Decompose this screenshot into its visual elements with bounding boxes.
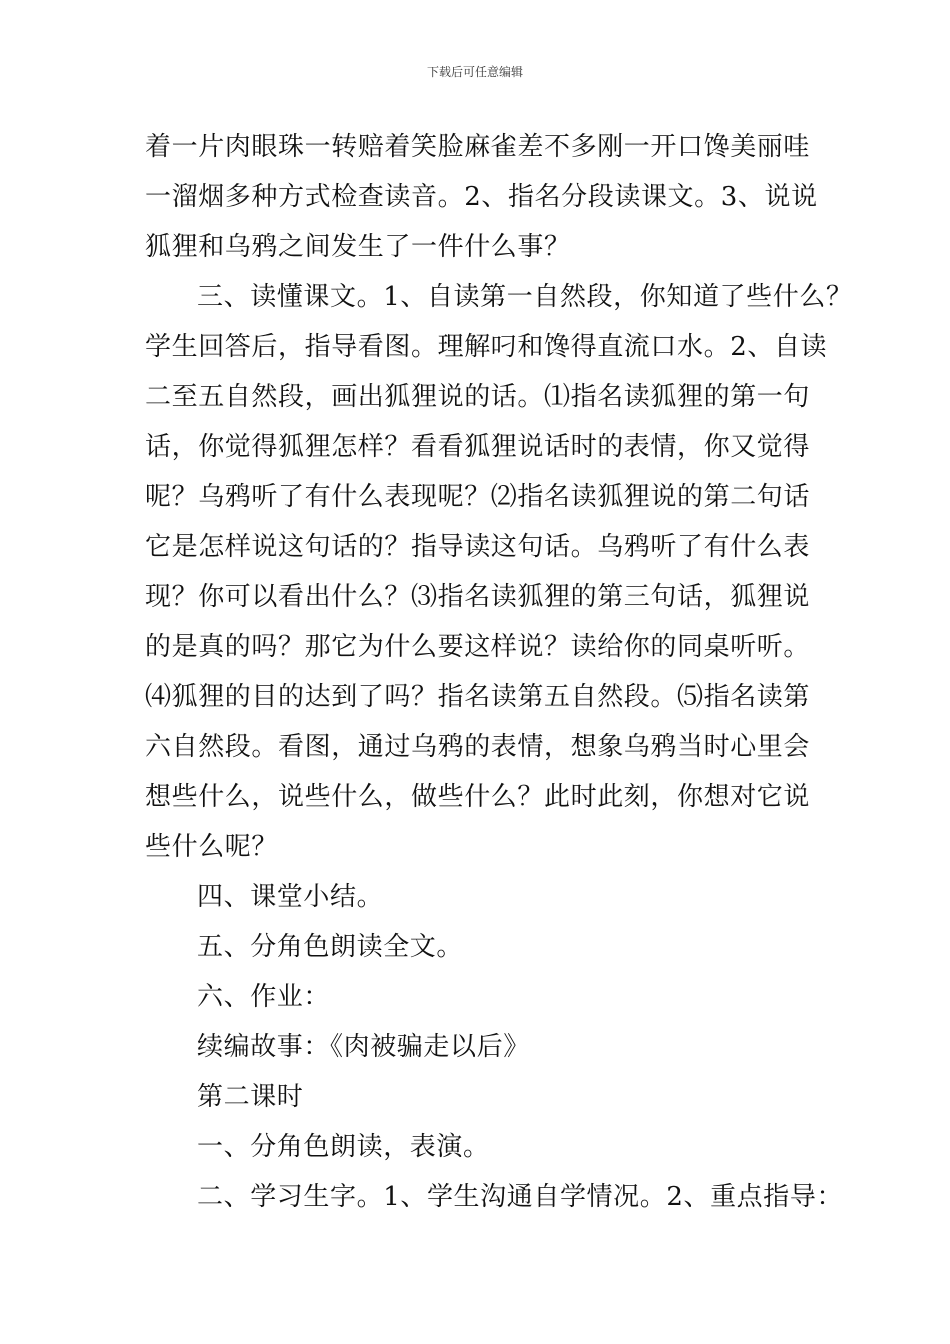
text-line-22: 二、学习生字。1、学生沟通自学情况。2、重点指导： xyxy=(197,1182,844,1212)
text-line-15: 些什么呢？ xyxy=(145,832,279,862)
text-line-3: 狐狸和乌鸦之间发生了一件什么事？ xyxy=(145,232,571,262)
document-body xyxy=(145,122,853,1222)
text-line-13: 六自然段。看图，通过乌鸦的表情，想象乌鸦当时心里会 xyxy=(145,732,811,762)
text-line-14: 想些什么，说些什么，做些什么？此时此刻，你想对它说 xyxy=(145,782,811,812)
text-line-4: 三、读懂课文。1、自读第一自然段，你知道了些什么？ xyxy=(197,282,853,312)
text-line-2: 一溜烟多种方式检查读音。2、指名分段读课文。3、说说 xyxy=(145,182,818,212)
text-line-19: 续编故事：《肉被骗走以后》 xyxy=(197,1032,530,1062)
text-line-12: ⑷狐狸的目的达到了吗？指名读第五自然段。⑸指名读第 xyxy=(145,682,811,712)
text-line-11: 的是真的吗？那它为什么要这样说？读给你的同桌听听。 xyxy=(145,632,811,662)
text-line-16: 四、课堂小结。 xyxy=(197,882,384,912)
text-line-10: 现？你可以看出什么？⑶指名读狐狸的第三句话，狐狸说 xyxy=(145,582,811,612)
text-line-5: 学生回答后，指导看图。理解叼和馋得直流口水。2、自读 xyxy=(145,332,828,362)
text-line-7: 话，你觉得狐狸怎样？看看狐狸说话时的表情，你又觉得 xyxy=(145,432,811,462)
text-line-17: 五、分角色朗读全文。 xyxy=(197,932,464,962)
text-line-21: 一、分角色朗读，表演。 xyxy=(197,1132,490,1162)
text-line-8: 呢？乌鸦听了有什么表现呢？⑵指名读狐狸说的第二句话 xyxy=(145,482,811,512)
text-line-18: 六、作业： xyxy=(197,982,331,1012)
page-header: 下载后可任意编辑 xyxy=(426,65,523,79)
text-line-6: 二至五自然段，画出狐狸说的话。⑴指名读狐狸的第一句 xyxy=(145,382,811,412)
text-line-20: 第二课时 xyxy=(197,1082,304,1112)
text-line-9: 它是怎样说这句话的？指导读这句话。乌鸦听了有什么表 xyxy=(145,532,811,562)
text-line-1: 着一片肉眼珠一转赔着笑脸麻雀差不多刚一开口馋美丽哇 xyxy=(145,132,811,162)
